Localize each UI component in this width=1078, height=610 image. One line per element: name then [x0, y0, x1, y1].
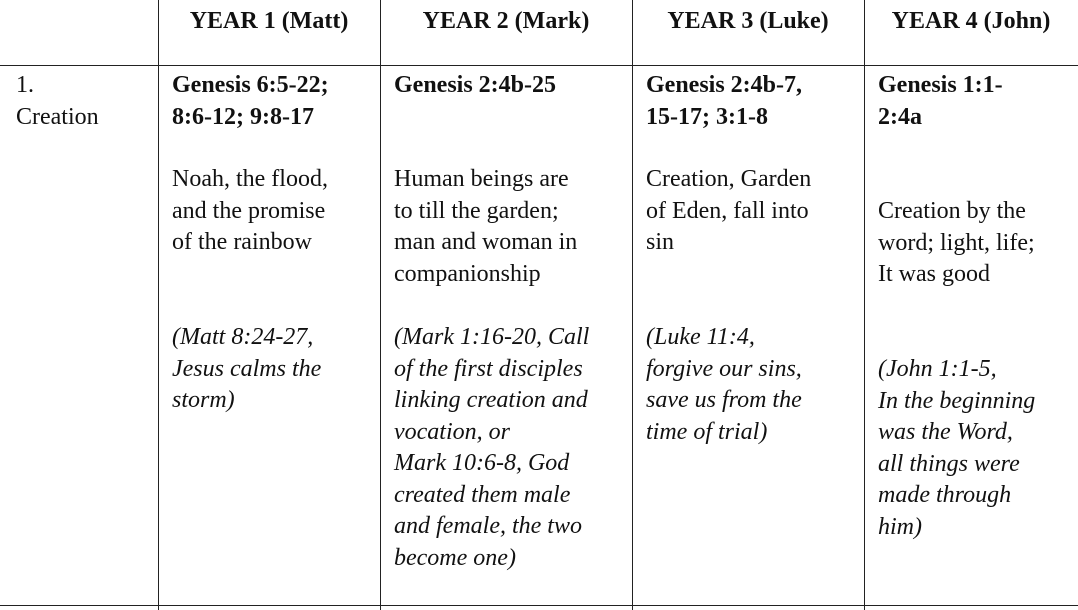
header-divider [0, 65, 1078, 66]
year2-reading: Genesis 2:4b-25 [394, 72, 556, 98]
year1-reading: Genesis 6:5-22; 8:6-12; 9:8-17 [172, 72, 329, 130]
column-divider [632, 0, 633, 610]
header-year-1: YEAR 1 (Matt) [189, 8, 349, 34]
header-year-3: YEAR 3 (Luke) [667, 8, 829, 34]
year4-summary: Creation by the word; light, life; It was good [878, 198, 1035, 287]
column-divider [158, 0, 159, 610]
year3-reading: Genesis 2:4b-7, 15-17; 3:1-8 [646, 72, 802, 130]
header-year-4: YEAR 4 (John) [891, 8, 1051, 34]
column-divider [864, 0, 865, 610]
column-divider [380, 0, 381, 610]
year4-gospel-note: (John 1:1-5, In the beginning was the Word, all things were made through him) [878, 356, 1036, 540]
year2-gospel-note: (Mark 1:16-20, Call of the first disciples linking creation and vocation, or Mark 10:6-8, God created them male and female, the two become one) [394, 324, 590, 571]
year1-summary: Noah, the flood, and the promise of the rainbow [172, 166, 328, 255]
header-year-2: YEAR 2 (Mark) [422, 8, 590, 34]
year1-gospel-note: (Matt 8:24-27, Jesus calms the storm) [172, 324, 322, 413]
row-divider [0, 605, 1078, 606]
year4-reading: Genesis 1:1- 2:4a [878, 72, 1003, 130]
year3-summary: Creation, Garden of Eden, fall into sin [646, 166, 812, 255]
year3-gospel-note: (Luke 11:4, forgive our sins, save us from the time of trial) [646, 324, 802, 445]
row-label: 1. Creation [16, 72, 99, 130]
year2-summary: Human beings are to till the garden; man and woman in companionship [394, 166, 578, 287]
